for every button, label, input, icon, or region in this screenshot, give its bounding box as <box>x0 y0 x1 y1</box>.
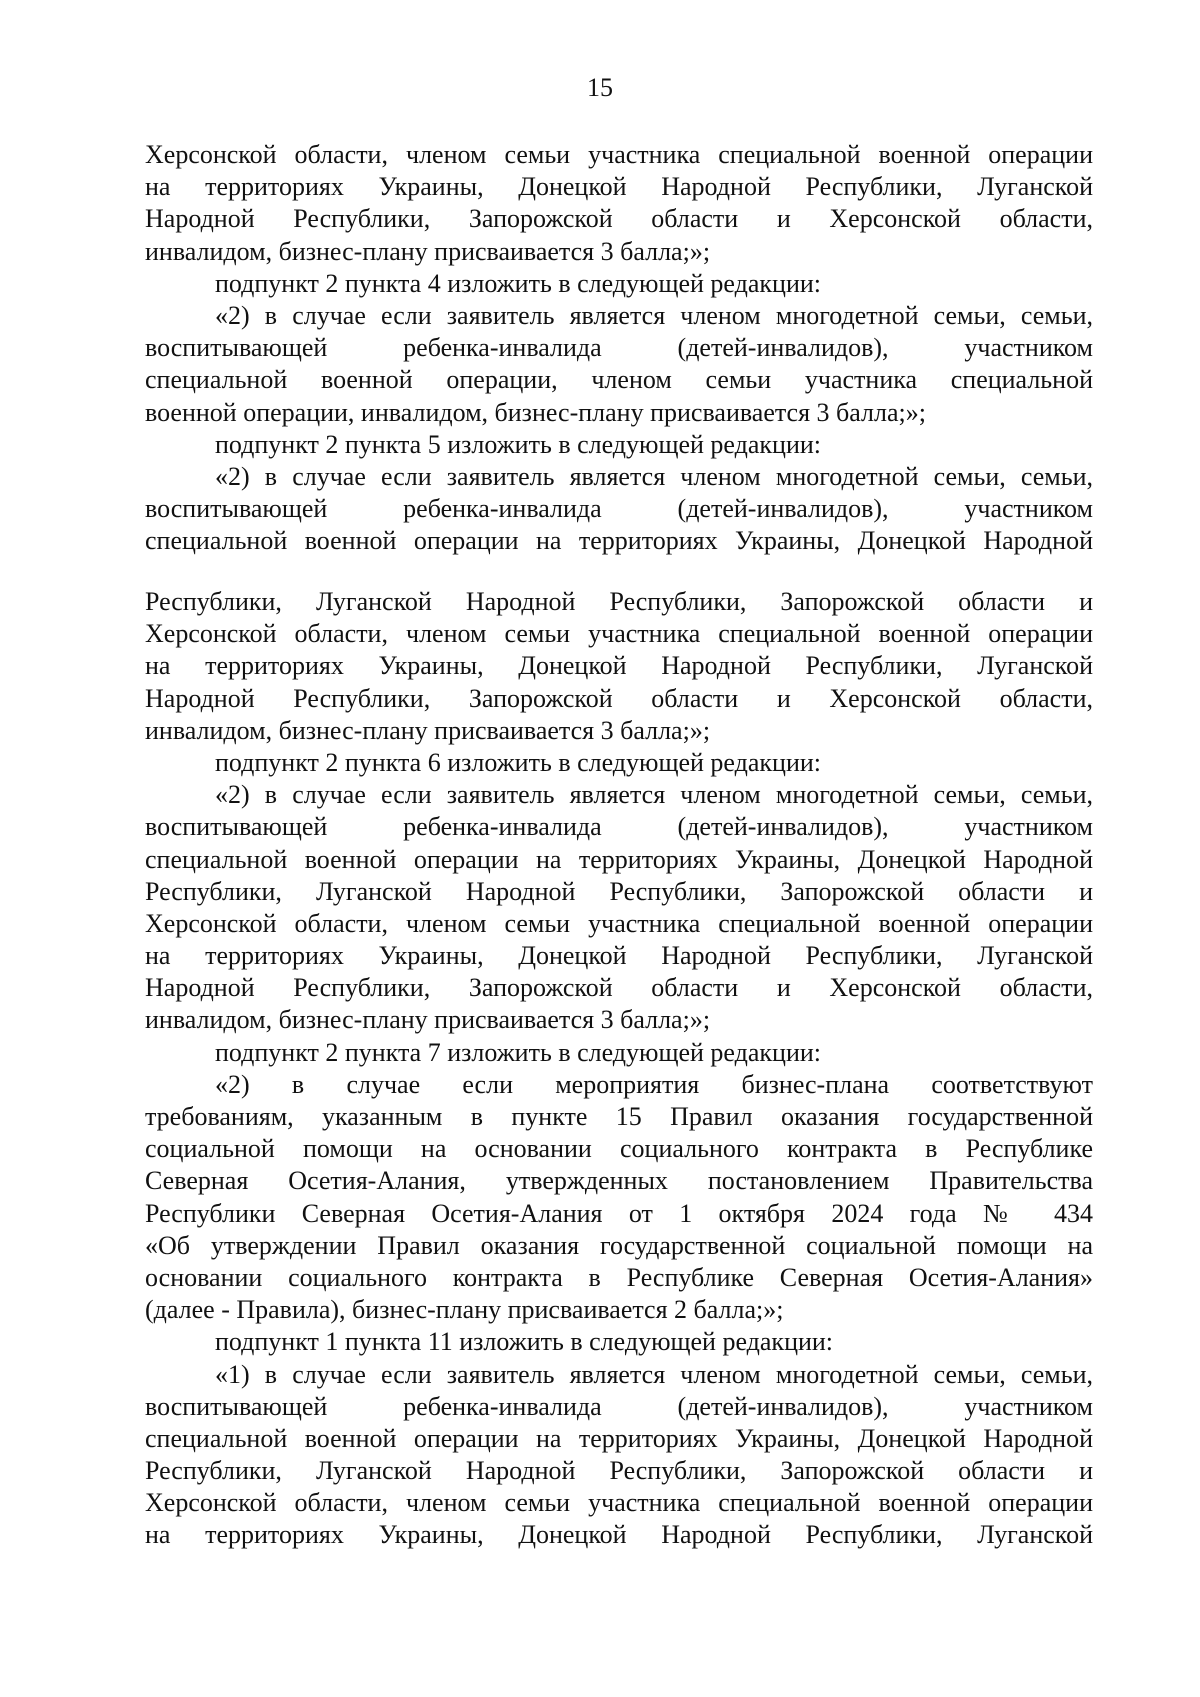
text-line: «Об утверждении Правил оказания государственной социальной помощи на <box>145 1230 1093 1260</box>
text-line: «2) в случае если мероприятия бизнес-плана соответствуют <box>215 1069 1093 1099</box>
text-line: инвалидом, бизнес-плану присваивается 3 балла;»; <box>145 1005 711 1035</box>
text-line: социальной помощи на основании социального контракта в Республике <box>145 1134 1093 1164</box>
text-line: на территориях Украины, Донецкой Народной Республики, Луганской <box>145 651 1093 681</box>
page-number: 15 <box>587 73 613 102</box>
text-line: подпункт 2 пункта 7 изложить в следующей редакции: <box>215 1037 821 1067</box>
text-line: требованиям, указанным в пункте 15 Правил оказания государственной <box>145 1102 1093 1131</box>
text-line: подпункт 2 пункта 6 изложить в следующей редакции: <box>215 747 821 777</box>
text-line: специальной военной операции на территориях Украины, Донецкой Народной <box>145 526 1093 556</box>
text-line: Херсонской области, членом семьи участника специальной военной операции <box>145 619 1093 649</box>
text-line: подпункт 1 пункта 11 изложить в следующей редакции: <box>215 1327 834 1357</box>
text-line: на территориях Украины, Донецкой Народной Республики, Луганской <box>145 172 1093 202</box>
text-line: Республики Северная Осетия-Алания от 1 октября 2024 года № 434 <box>145 1198 1093 1228</box>
text-line: Херсонской области, членом семьи участника специальной военной операции <box>145 140 1093 169</box>
text-line: военной операции, инвалидом, бизнес-плану присваивается 3 балла;»; <box>145 397 926 427</box>
text-line: «2) в случае если заявитель является членом многодетной семьи, семьи, <box>215 300 1093 330</box>
text-line: на территориях Украины, Донецкой Народной Республики, Луганской <box>145 1520 1093 1550</box>
text-line: «1) в случае если заявитель является членом многодетной семьи, семьи, <box>215 1359 1093 1389</box>
text-line: специальной военной операции на территориях Украины, Донецкой Народной <box>145 1423 1093 1453</box>
text-line: Народной Республики, Запорожской области и Херсонской области, <box>145 683 1093 713</box>
text-line: Республики, Луганской Народной Республики, Запорожской области и <box>145 587 1093 616</box>
text-line: Народной Республики, Запорожской области и Херсонской области, <box>145 204 1093 234</box>
text-line: специальной военной операции, членом семьи участника специальной <box>145 365 1093 395</box>
text-line: подпункт 2 пункта 5 изложить в следующей редакции: <box>215 429 821 459</box>
text-block-2 <box>145 586 1093 1552</box>
text-line: Республики, Луганской Народной Республики, Запорожской области и <box>145 1456 1093 1486</box>
text-line: инвалидом, бизнес-плану присваивается 3 балла;»; <box>145 236 711 266</box>
text-line: подпункт 2 пункта 4 изложить в следующей редакции: <box>215 268 821 298</box>
text-line: основании социального контракта в Республике Северная Осетия-Алания» <box>145 1262 1093 1292</box>
text-line: (далее - Правила), бизнес-плану присваивается 2 балла;»; <box>145 1295 784 1325</box>
text-block-1 <box>145 139 1093 557</box>
text-line: Херсонской области, членом семьи участника специальной военной операции <box>145 908 1093 938</box>
text-line: «2) в случае если заявитель является членом многодетной семьи, семьи, <box>215 461 1093 491</box>
text-line: Республики, Луганской Народной Республики, Запорожской области и <box>145 876 1093 906</box>
text-line: воспитывающей ребенка-инвалида (детей-инвалидов), участником <box>145 333 1093 363</box>
text-line: специальной военной операции на территориях Украины, Донецкой Народной <box>145 844 1093 874</box>
text-line: воспитывающей ребенка-инвалида (детей-инвалидов), участником <box>145 1391 1093 1421</box>
text-line: инвалидом, бизнес-плану присваивается 3 балла;»; <box>145 715 711 745</box>
text-line: Народной Республики, Запорожской области и Херсонской области, <box>145 973 1093 1003</box>
text-line: на территориях Украины, Донецкой Народной Республики, Луганской <box>145 941 1093 971</box>
text-line: воспитывающей ребенка-инвалида (детей-инвалидов), участником <box>145 812 1093 842</box>
text-line: «2) в случае если заявитель является членом многодетной семьи, семьи, <box>215 780 1093 810</box>
text-line: Северная Осетия-Алания, утвержденных постановлением Правительства <box>145 1166 1093 1196</box>
text-line: Херсонской области, членом семьи участника специальной военной операции <box>145 1488 1093 1518</box>
text-line: воспитывающей ребенка-инвалида (детей-инвалидов), участником <box>145 494 1093 524</box>
